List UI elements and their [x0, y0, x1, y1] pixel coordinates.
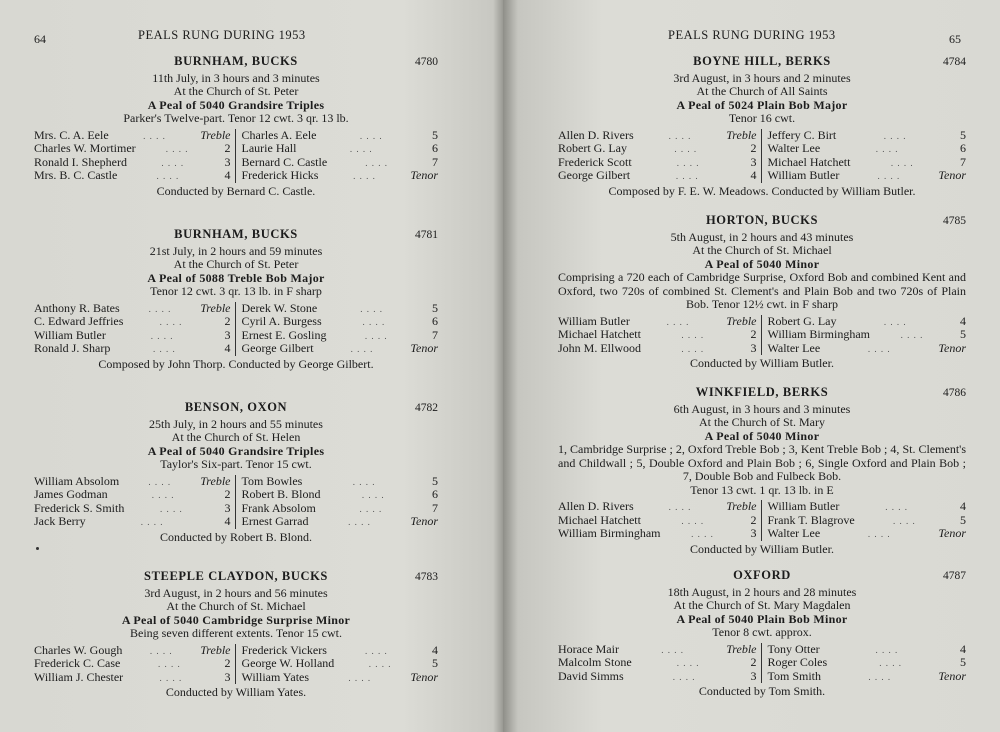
- ringer-row: Laurie Hall . . . . 6: [241, 141, 438, 155]
- ringer-name: David Simms: [558, 668, 624, 683]
- ringer-row: Mrs. C. A. Eele . . . . Treble: [34, 127, 231, 142]
- ringer-row: Ernest E. Gosling . . . . 7: [241, 327, 438, 342]
- ringer-row: William Birmingham . . . . 3: [558, 526, 757, 540]
- ringer-name: Cyril A. Burgess: [241, 314, 322, 328]
- ringer-row: Derek W. Stone . . . . 5: [241, 300, 438, 315]
- peal-church: At the Church of St. Michael: [166, 599, 306, 613]
- ringer-bell: 3: [750, 668, 757, 683]
- ringer-name: John M. Ellwood: [558, 340, 642, 355]
- ringer-name: Allen D. Rivers: [558, 499, 634, 513]
- ringer-row: Allen D. Rivers . . . . Treble: [558, 499, 757, 513]
- ringer-name: James Godman: [34, 487, 108, 501]
- peal-method: A Peal of 5024 Plain Bob Major: [676, 97, 848, 112]
- ringer-bell: 6: [432, 487, 438, 501]
- ringers-table: [34, 129, 438, 183]
- peal-method: A Peal of 5040 Cambridge Surprise Minor: [121, 612, 351, 627]
- peal-footer: Conducted by Robert B. Blond.: [160, 529, 312, 544]
- peal-number: 4786: [943, 387, 966, 399]
- ringer-row: Ronald J. Sharp . . . . 4: [34, 341, 231, 355]
- ringers-table: [558, 129, 966, 183]
- ringers-column-left: [34, 644, 236, 685]
- peal-method: A Peal of 5040 Minor: [704, 428, 820, 443]
- ringer-row: David Simms . . . . 3: [558, 668, 757, 683]
- peal-church: At the Church of St. Mary Magdalen: [673, 598, 851, 612]
- ringer-row: William Butler . . . . Tenor: [767, 168, 966, 182]
- ringer-bell: Treble: [200, 642, 231, 657]
- peal-entry-4786: [558, 386, 966, 556]
- ringer-name: Frank T. Blagrove: [767, 512, 855, 527]
- peal-date: 25th July, in 2 hours and 55 minutes: [149, 416, 323, 431]
- peal-entry-4785: [558, 214, 966, 371]
- ringer-bell: 2: [224, 656, 231, 670]
- ringer-row: George W. Holland . . . . 5: [241, 656, 438, 670]
- peal-church: At the Church of St. Helen: [171, 430, 301, 444]
- ringer-name: Frederick Hicks: [241, 168, 319, 182]
- ringer-bell: 6: [960, 141, 966, 155]
- ringer-bell: 2: [750, 512, 757, 527]
- ringer-name: William Butler: [767, 168, 840, 182]
- ringer-bell: 7: [432, 154, 438, 169]
- ringer-name: Laurie Hall: [241, 141, 297, 155]
- ringer-name: Anthony R. Bates: [34, 300, 120, 315]
- ringer-name: Michael Hatchett: [767, 154, 851, 169]
- ringers-column-right: [236, 302, 439, 356]
- ringer-row: William Yates . . . . Tenor: [241, 669, 438, 684]
- ringer-bell: 5: [960, 512, 966, 527]
- peal-footer: Composed by John Thorp. Conducted by George Gilbert.: [98, 356, 374, 371]
- ringer-row: Jack Berry . . . . 4: [34, 514, 231, 528]
- peal-place: WINKFIELD, BERKS: [695, 385, 829, 399]
- peal-number: 4783: [415, 571, 438, 583]
- peal-notes: Tenor 8 cwt. approx.: [712, 625, 812, 639]
- ringer-row: Horace Mair . . . . Treble: [558, 641, 757, 656]
- peal-entry-4780: [34, 55, 438, 198]
- ringer-bell: 4: [224, 514, 231, 528]
- ringer-row: C. Edward Jeffries . . . . 2: [34, 314, 231, 328]
- peal-notes: Being seven different extents. Tenor 15 cwt.: [130, 626, 342, 640]
- ringer-row: Walter Lee . . . . 6: [767, 141, 966, 155]
- ringer-name: Horace Mair: [558, 641, 619, 656]
- ringers-column-right: [236, 644, 439, 685]
- peal-footer: Conducted by William Butler.: [690, 541, 834, 556]
- ringers-column-right: [236, 475, 439, 529]
- peal-place: OXFORD: [733, 568, 791, 582]
- ringer-name: Frank Absolom: [241, 500, 316, 515]
- ringer-bell: 4: [960, 641, 966, 656]
- peal-footer: Conducted by Bernard C. Castle.: [156, 183, 316, 198]
- ringer-name: Michael Hatchett: [558, 512, 641, 527]
- peal-notes: Taylor's Six-part. Tenor 15 cwt.: [160, 457, 312, 471]
- ringer-bell: Tenor: [938, 168, 966, 182]
- ringer-name: Roger Coles: [767, 655, 828, 669]
- ringers-column-left: [34, 302, 236, 356]
- ringer-bell: 3: [224, 154, 231, 169]
- ringer-bell: Tenor: [938, 668, 966, 683]
- ringer-bell: 2: [224, 141, 231, 155]
- ringer-name: William Butler: [767, 499, 840, 513]
- peal-entry-4783: [34, 570, 438, 700]
- peal-number: 4781: [415, 229, 438, 241]
- ringer-row: Michael Hatchett . . . . 7: [767, 154, 966, 169]
- ringer-bell: 6: [432, 314, 438, 328]
- ringer-name: William Yates: [241, 669, 310, 684]
- ringer-name: Robert G. Lay: [558, 141, 627, 155]
- ringer-name: William J. Chester: [34, 669, 124, 684]
- ringer-row: Michael Hatchett . . . . 2: [558, 512, 757, 527]
- peal-date: 3rd August, in 3 hours and 2 minutes: [673, 70, 851, 85]
- ringer-bell: Treble: [726, 313, 757, 328]
- ringer-row: Frederick Hicks . . . . Tenor: [241, 168, 438, 182]
- ringer-bell: 5: [960, 655, 966, 669]
- ringer-row: Tony Otter . . . . 4: [767, 641, 966, 656]
- ringer-bell: 7: [432, 327, 438, 342]
- peal-number: 4780: [415, 56, 438, 68]
- ringer-name: Walter Lee: [767, 340, 821, 355]
- ringer-bell: 4: [960, 313, 966, 328]
- ringer-row: Frederick S. Smith . . . . 3: [34, 500, 231, 515]
- peal-entry-4781: [34, 228, 438, 371]
- ringer-row: Walter Lee . . . . Tenor: [767, 340, 966, 355]
- peal-entry-4787: [558, 569, 966, 699]
- ringer-name: William Birmingham: [558, 526, 661, 540]
- peal-church: At the Church of St. Peter: [173, 84, 299, 98]
- ringer-row: Tom Smith . . . . Tenor: [767, 668, 966, 683]
- ringer-name: Charles W. Gough: [34, 642, 123, 657]
- ringer-bell: 2: [750, 327, 757, 341]
- ringer-bell: Treble: [726, 641, 757, 656]
- ringer-bell: Tenor: [410, 669, 438, 684]
- ringer-bell: 3: [224, 669, 231, 684]
- ringer-row: William Butler . . . . Treble: [558, 313, 757, 328]
- ringer-name: Tony Otter: [767, 641, 820, 656]
- peal-notes: Parker's Twelve-part. Tenor 12 cwt. 3 qr. 13 lb.: [123, 111, 349, 125]
- peal-method: A Peal of 5088 Treble Bob Major: [147, 270, 325, 285]
- peal-place: BENSON, OXON: [184, 400, 288, 414]
- ringer-row: William Butler . . . . 3: [34, 327, 231, 342]
- peal-method: A Peal of 5040 Plain Bob Minor: [676, 611, 848, 626]
- ringer-name: Jeffery C. Birt: [767, 127, 837, 142]
- peal-place: BOYNE HILL, BERKS: [693, 54, 831, 68]
- ringer-row: Frederick Vickers . . . . 4: [241, 642, 438, 657]
- peal-entry-4784: [558, 55, 966, 198]
- ringer-bell: 5: [960, 327, 966, 341]
- peal-notes: 1, Cambridge Surprise ; 2, Oxford Treble Bob ; 3, Kent Treble Bob ; 4, St. Clement's and Childwall ; 5, Double Oxford and Plain Bob ; 6, Single Oxford and Plain Bob ; 7, Double Bob and Fulbeck Bob.: [558, 442, 966, 483]
- peal-place: BURNHAM, BUCKS: [174, 227, 298, 241]
- ringer-bell: 4: [224, 168, 231, 182]
- ringer-name: Malcolm Stone: [558, 655, 632, 669]
- peal-date: 18th August, in 2 hours and 28 minutes: [667, 584, 857, 599]
- ringer-name: George W. Holland: [241, 656, 335, 670]
- ringer-name: George Gilbert: [558, 168, 631, 182]
- ringer-row: Charles W. Gough . . . . Treble: [34, 642, 231, 657]
- ringer-bell: 2: [750, 141, 757, 155]
- ringer-row: Malcolm Stone . . . . 2: [558, 655, 757, 669]
- ringer-row: Frank T. Blagrove . . . . 5: [767, 512, 966, 527]
- peal-footer: Conducted by William Butler.: [690, 356, 834, 370]
- ringers-table: [558, 315, 966, 356]
- ringer-row: Tom Bowles . . . . 5: [241, 473, 438, 488]
- ringer-name: Charles W. Mortimer: [34, 141, 136, 155]
- running-head: PEALS RUNG DURING 1953: [668, 28, 836, 42]
- peal-number: 4784: [943, 56, 966, 68]
- ringer-bell: Tenor: [410, 168, 438, 182]
- ringer-row: Anthony R. Bates . . . . Treble: [34, 300, 231, 315]
- ringer-row: Frederick C. Case . . . . 2: [34, 656, 231, 670]
- ringer-name: Michael Hatchett: [558, 327, 641, 341]
- ringer-bell: 5: [432, 656, 438, 670]
- ringer-row: Ernest Garrad . . . . Tenor: [241, 514, 438, 528]
- ringers-column-left: [34, 129, 236, 183]
- ringer-name: Bernard C. Castle: [241, 154, 328, 169]
- ringer-name: Frederick Scott: [558, 154, 632, 169]
- ringer-bell: 3: [750, 526, 757, 540]
- ringer-bell: 3: [750, 154, 757, 169]
- ringer-row: Robert B. Blond . . . . 6: [241, 487, 438, 501]
- peal-church: At the Church of St. Michael: [692, 243, 832, 257]
- ringers-column-left: [34, 475, 236, 529]
- peal-date: 6th August, in 3 hours and 3 minutes: [673, 401, 851, 416]
- ringer-bell: 2: [750, 655, 757, 669]
- ringers-table: [34, 475, 438, 529]
- ringer-row: William Butler . . . . 4: [767, 499, 966, 513]
- ringer-name: Walter Lee: [767, 141, 821, 155]
- ringer-name: Tom Smith: [767, 668, 822, 683]
- page-number: 65: [949, 32, 961, 46]
- ringer-row: Allen D. Rivers . . . . Treble: [558, 127, 757, 142]
- ringer-bell: Tenor: [938, 526, 966, 540]
- peal-date: 3rd August, in 2 hours and 56 minutes: [144, 585, 328, 600]
- ringer-bell: 4: [750, 168, 757, 182]
- peal-church: At the Church of All Saints: [696, 84, 828, 98]
- ringer-row: William J. Chester . . . . 3: [34, 669, 231, 684]
- ringer-bell: 4: [432, 642, 438, 657]
- peal-place: BURNHAM, BUCKS: [174, 54, 298, 68]
- ringer-name: William Butler: [34, 327, 106, 342]
- ringer-name: Ernest Garrad: [241, 514, 309, 528]
- ringer-bell: Tenor: [938, 340, 966, 355]
- paper-speck: [36, 547, 39, 550]
- ringers-column-left: [558, 500, 762, 541]
- peal-place: STEEPLE CLAYDON, BUCKS: [144, 569, 328, 583]
- ringer-row: Walter Lee . . . . Tenor: [767, 526, 966, 540]
- ringer-name: Mrs. C. A. Eele: [34, 127, 109, 142]
- peal-church: At the Church of St. Peter: [173, 257, 299, 271]
- ringers-column-right: [762, 129, 967, 183]
- ringer-row: Michael Hatchett . . . . 2: [558, 327, 757, 341]
- ringers-table: [34, 644, 438, 685]
- ringer-row: Jeffery C. Birt . . . . 5: [767, 127, 966, 142]
- ringer-name: Frederick S. Smith: [34, 500, 125, 515]
- ringer-row: Roger Coles . . . . 5: [767, 655, 966, 669]
- ringer-bell: 7: [960, 154, 966, 169]
- ringer-name: William Butler: [558, 313, 630, 328]
- peal-tenor: Tenor 13 cwt. 1 qr. 13 lb. in E: [690, 482, 834, 497]
- ringer-row: Charles A. Eele . . . . 5: [241, 127, 438, 142]
- ringer-name: Frederick Vickers: [241, 642, 327, 657]
- ringer-bell: 6: [432, 141, 438, 155]
- page-number: 64: [34, 32, 46, 46]
- ringer-row: George Gilbert . . . . 4: [558, 168, 757, 182]
- ringer-bell: 5: [432, 300, 438, 315]
- peal-method: A Peal of 5040 Minor: [704, 256, 820, 271]
- ringer-name: C. Edward Jeffries: [34, 314, 124, 328]
- peal-method: A Peal of 5040 Grandsire Triples: [147, 97, 325, 112]
- ringer-bell: 3: [224, 500, 231, 515]
- peal-date: 21st July, in 2 hours and 59 minutes: [149, 243, 323, 258]
- ringer-name: Allen D. Rivers: [558, 127, 634, 142]
- ringer-name: Frederick C. Case: [34, 656, 121, 670]
- peal-date: 5th August, in 2 hours and 43 minutes: [670, 229, 854, 244]
- ringer-name: Ernest E. Gosling: [241, 327, 327, 342]
- ringer-row: William Absolom . . . . Treble: [34, 473, 231, 488]
- ringer-name: Jack Berry: [34, 514, 86, 528]
- ringer-name: Robert B. Blond: [241, 487, 321, 501]
- ringers-table: [34, 302, 438, 356]
- ringers-column-right: [236, 129, 439, 183]
- ringer-bell: Tenor: [410, 341, 438, 355]
- ringer-bell: Treble: [726, 499, 757, 513]
- ringer-row: William Birmingham . . . . 5: [767, 327, 966, 341]
- ringer-row: Cyril A. Burgess . . . . 6: [241, 314, 438, 328]
- ringer-name: Mrs. B. C. Castle: [34, 168, 118, 182]
- ringers-column-left: [558, 315, 762, 356]
- ringer-name: William Birmingham: [767, 327, 871, 341]
- ringer-row: Charles W. Mortimer . . . . 2: [34, 141, 231, 155]
- ringer-name: Derek W. Stone: [241, 300, 318, 315]
- ringers-table: [558, 643, 966, 684]
- ringer-bell: Treble: [200, 127, 231, 142]
- ringer-name: George Gilbert: [241, 341, 314, 355]
- running-head: PEALS RUNG DURING 1953: [138, 28, 306, 42]
- ringer-row: Frank Absolom . . . . 7: [241, 500, 438, 515]
- right-page: [503, 0, 1000, 732]
- ringer-bell: 5: [432, 473, 438, 488]
- ringer-bell: Tenor: [410, 514, 438, 528]
- ringer-name: Walter Lee: [767, 526, 821, 540]
- ringer-row: Robert G. Lay . . . . 2: [558, 141, 757, 155]
- peal-church: At the Church of St. Mary: [699, 415, 825, 429]
- ringer-bell: 5: [432, 127, 438, 142]
- peal-number: 4787: [943, 570, 966, 582]
- ringers-table: [558, 500, 966, 541]
- peal-number: 4785: [943, 215, 966, 227]
- ringer-row: Robert G. Lay . . . . 4: [767, 313, 966, 328]
- ringers-column-right: [762, 643, 967, 684]
- ringer-name: Robert G. Lay: [767, 313, 837, 328]
- ringer-bell: Treble: [200, 473, 231, 488]
- ringer-name: Ronald I. Shepherd: [34, 154, 127, 169]
- ringer-row: George Gilbert . . . . Tenor: [241, 341, 438, 355]
- ringer-row: Bernard C. Castle . . . . 7: [241, 154, 438, 169]
- peal-notes: Comprising a 720 each of Cambridge Surprise, Oxford Bob and combined Kent and Oxford, two 720s of combined St. Clement's and Plain Bob and two 720s of Plain Bob. Tenor 12½ cwt. in F sharp: [558, 270, 966, 311]
- ringer-bell: 5: [960, 127, 966, 142]
- ringer-bell: 4: [224, 341, 231, 355]
- peal-number: 4782: [415, 402, 438, 414]
- ringer-row: Ronald I. Shepherd . . . . 3: [34, 154, 231, 169]
- ringer-bell: 3: [224, 327, 231, 342]
- peal-entry-4782: [34, 401, 438, 544]
- peal-date: 11th July, in 3 hours and 3 minutes: [152, 70, 320, 85]
- ringer-name: Tom Bowles: [241, 473, 303, 488]
- ringer-name: William Absolom: [34, 473, 120, 488]
- ringer-row: Frederick Scott . . . . 3: [558, 154, 757, 169]
- peal-notes: Tenor 12 cwt. 3 qr. 13 lb. in F sharp: [150, 284, 322, 298]
- ringer-bell: 7: [432, 500, 438, 515]
- ringer-bell: 4: [960, 499, 966, 513]
- peal-place: HORTON, BUCKS: [705, 213, 818, 227]
- ringer-row: James Godman . . . . 2: [34, 487, 231, 501]
- peal-footer: Conducted by William Yates.: [165, 685, 307, 699]
- ringers-column-left: [558, 643, 762, 684]
- ringers-column-left: [558, 129, 762, 183]
- ringers-column-right: [762, 315, 967, 356]
- ringer-bell: Treble: [726, 127, 757, 142]
- peal-method: A Peal of 5040 Grandsire Triples: [147, 443, 325, 458]
- ringer-name: Ronald J. Sharp: [34, 341, 111, 355]
- ringer-bell: 3: [750, 340, 757, 355]
- ringer-name: Charles A. Eele: [241, 127, 317, 142]
- ringer-row: John M. Ellwood . . . . 3: [558, 340, 757, 355]
- ringer-bell: 2: [224, 487, 231, 501]
- ringer-bell: Treble: [200, 300, 231, 315]
- peal-footer: Composed by F. E. W. Meadows. Conducted by William Butler.: [608, 183, 916, 198]
- ringer-row: Mrs. B. C. Castle . . . . 4: [34, 168, 231, 182]
- peal-notes: Tenor 16 cwt.: [728, 111, 796, 125]
- ringer-bell: 2: [224, 314, 231, 328]
- peal-footer: Conducted by Tom Smith.: [698, 684, 826, 698]
- ringers-column-right: [762, 500, 967, 541]
